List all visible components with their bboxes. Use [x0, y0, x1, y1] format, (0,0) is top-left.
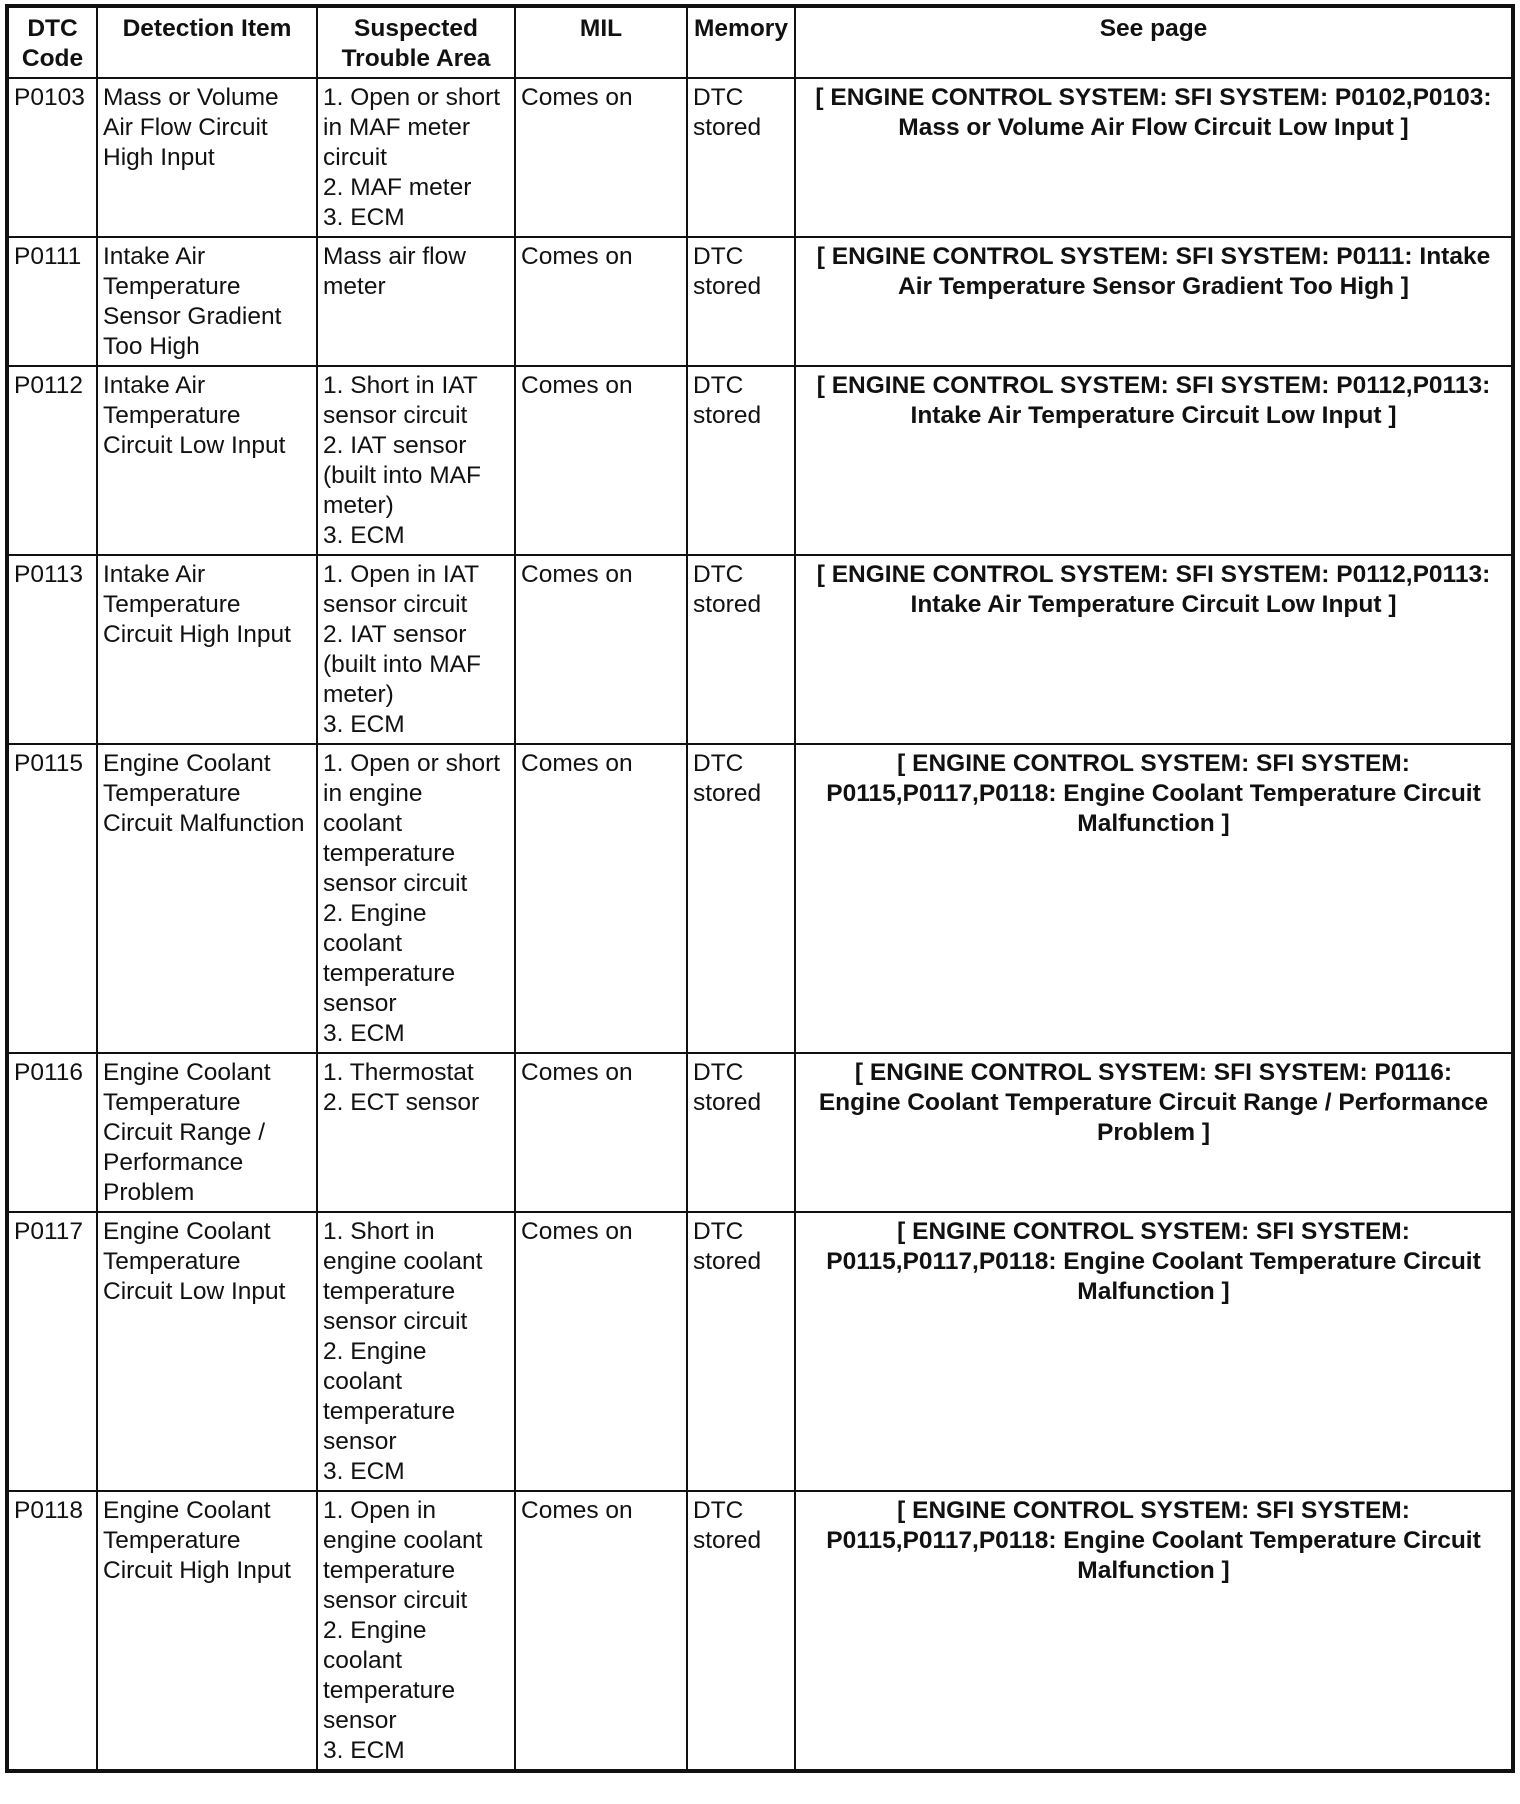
- mil-cell: Comes on: [515, 78, 687, 237]
- trouble-area-cell: 1. Thermostat 2. ECT sensor: [317, 1053, 515, 1212]
- memory-cell: DTC stored: [687, 1053, 795, 1212]
- table-row: [7, 744, 1513, 1053]
- dtc-code-cell: P0103: [7, 78, 97, 237]
- header-detection-item: Detection Item: [97, 6, 317, 78]
- mil-cell: Comes on: [515, 1491, 687, 1771]
- header-suspected-trouble-area: Suspected Trouble Area: [317, 6, 515, 78]
- table-row: [7, 1212, 1513, 1491]
- header-memory: Memory: [687, 6, 795, 78]
- memory-cell: DTC stored: [687, 366, 795, 555]
- header-dtc-code: DTC Code: [7, 6, 97, 78]
- see-page-link[interactable]: [ ENGINE CONTROL SYSTEM: SFI SYSTEM: P0116: Engine Coolant Temperature Circuit Range / Performance Problem ]: [795, 1053, 1513, 1212]
- table-row: [7, 1491, 1513, 1771]
- dtc-code-cell: P0116: [7, 1053, 97, 1212]
- detection-item-cell: Mass or Volume Air Flow Circuit High Input: [97, 78, 317, 237]
- memory-cell: DTC stored: [687, 744, 795, 1053]
- header-mil: MIL: [515, 6, 687, 78]
- header-see-page: See page: [795, 6, 1513, 78]
- trouble-area-cell: 1. Open in IAT sensor circuit 2. IAT sensor (built into MAF meter) 3. ECM: [317, 555, 515, 744]
- see-page-link[interactable]: [ ENGINE CONTROL SYSTEM: SFI SYSTEM: P0115,P0117,P0118: Engine Coolant Temperature Circuit Malfunction ]: [795, 1212, 1513, 1491]
- dtc-table: [5, 4, 1515, 1773]
- detection-item-cell: Engine Coolant Temperature Circuit Low Input: [97, 1212, 317, 1491]
- table-header-row: [7, 6, 1513, 78]
- dtc-code-cell: P0111: [7, 237, 97, 366]
- table-row: [7, 1053, 1513, 1212]
- mil-cell: Comes on: [515, 744, 687, 1053]
- detection-item-cell: Intake Air Temperature Circuit High Input: [97, 555, 317, 744]
- memory-cell: DTC stored: [687, 78, 795, 237]
- mil-cell: Comes on: [515, 1212, 687, 1491]
- detection-item-cell: Engine Coolant Temperature Circuit Range / Performance Problem: [97, 1053, 317, 1212]
- detection-item-cell: Intake Air Temperature Circuit Low Input: [97, 366, 317, 555]
- see-page-link[interactable]: [ ENGINE CONTROL SYSTEM: SFI SYSTEM: P0112,P0113: Intake Air Temperature Circuit Low Input ]: [795, 366, 1513, 555]
- trouble-area-cell: 1. Open or short in MAF meter circuit 2. MAF meter 3. ECM: [317, 78, 515, 237]
- detection-item-cell: Intake Air Temperature Sensor Gradient Too High: [97, 237, 317, 366]
- trouble-area-cell: 1. Open or short in engine coolant temperature sensor circuit 2. Engine coolant temperature sensor 3. ECM: [317, 744, 515, 1053]
- dtc-document: [5, 4, 1515, 1773]
- table-row: [7, 555, 1513, 744]
- table-row: [7, 78, 1513, 237]
- see-page-link[interactable]: [ ENGINE CONTROL SYSTEM: SFI SYSTEM: P0111: Intake Air Temperature Sensor Gradient Too High ]: [795, 237, 1513, 366]
- table-body: [7, 78, 1513, 1771]
- dtc-code-cell: P0115: [7, 744, 97, 1053]
- memory-cell: DTC stored: [687, 1491, 795, 1771]
- trouble-area-cell: 1. Short in IAT sensor circuit 2. IAT sensor (built into MAF meter) 3. ECM: [317, 366, 515, 555]
- trouble-area-cell: Mass air flow meter: [317, 237, 515, 366]
- mil-cell: Comes on: [515, 1053, 687, 1212]
- dtc-code-cell: P0117: [7, 1212, 97, 1491]
- dtc-code-cell: P0118: [7, 1491, 97, 1771]
- dtc-code-cell: P0113: [7, 555, 97, 744]
- mil-cell: Comes on: [515, 555, 687, 744]
- mil-cell: Comes on: [515, 237, 687, 366]
- mil-cell: Comes on: [515, 366, 687, 555]
- memory-cell: DTC stored: [687, 237, 795, 366]
- trouble-area-cell: 1. Short in engine coolant temperature sensor circuit 2. Engine coolant temperature sensor 3. ECM: [317, 1212, 515, 1491]
- detection-item-cell: Engine Coolant Temperature Circuit High Input: [97, 1491, 317, 1771]
- table-row: [7, 366, 1513, 555]
- see-page-link[interactable]: [ ENGINE CONTROL SYSTEM: SFI SYSTEM: P0102,P0103: Mass or Volume Air Flow Circuit Low Input ]: [795, 78, 1513, 237]
- detection-item-cell: Engine Coolant Temperature Circuit Malfunction: [97, 744, 317, 1053]
- memory-cell: DTC stored: [687, 1212, 795, 1491]
- see-page-link[interactable]: [ ENGINE CONTROL SYSTEM: SFI SYSTEM: P0115,P0117,P0118: Engine Coolant Temperature Circuit Malfunction ]: [795, 744, 1513, 1053]
- trouble-area-cell: 1. Open in engine coolant temperature sensor circuit 2. Engine coolant temperature sensor 3. ECM: [317, 1491, 515, 1771]
- see-page-link[interactable]: [ ENGINE CONTROL SYSTEM: SFI SYSTEM: P0115,P0117,P0118: Engine Coolant Temperature Circuit Malfunction ]: [795, 1491, 1513, 1771]
- memory-cell: DTC stored: [687, 555, 795, 744]
- dtc-code-cell: P0112: [7, 366, 97, 555]
- see-page-link[interactable]: [ ENGINE CONTROL SYSTEM: SFI SYSTEM: P0112,P0113: Intake Air Temperature Circuit Low Input ]: [795, 555, 1513, 744]
- table-row: [7, 237, 1513, 366]
